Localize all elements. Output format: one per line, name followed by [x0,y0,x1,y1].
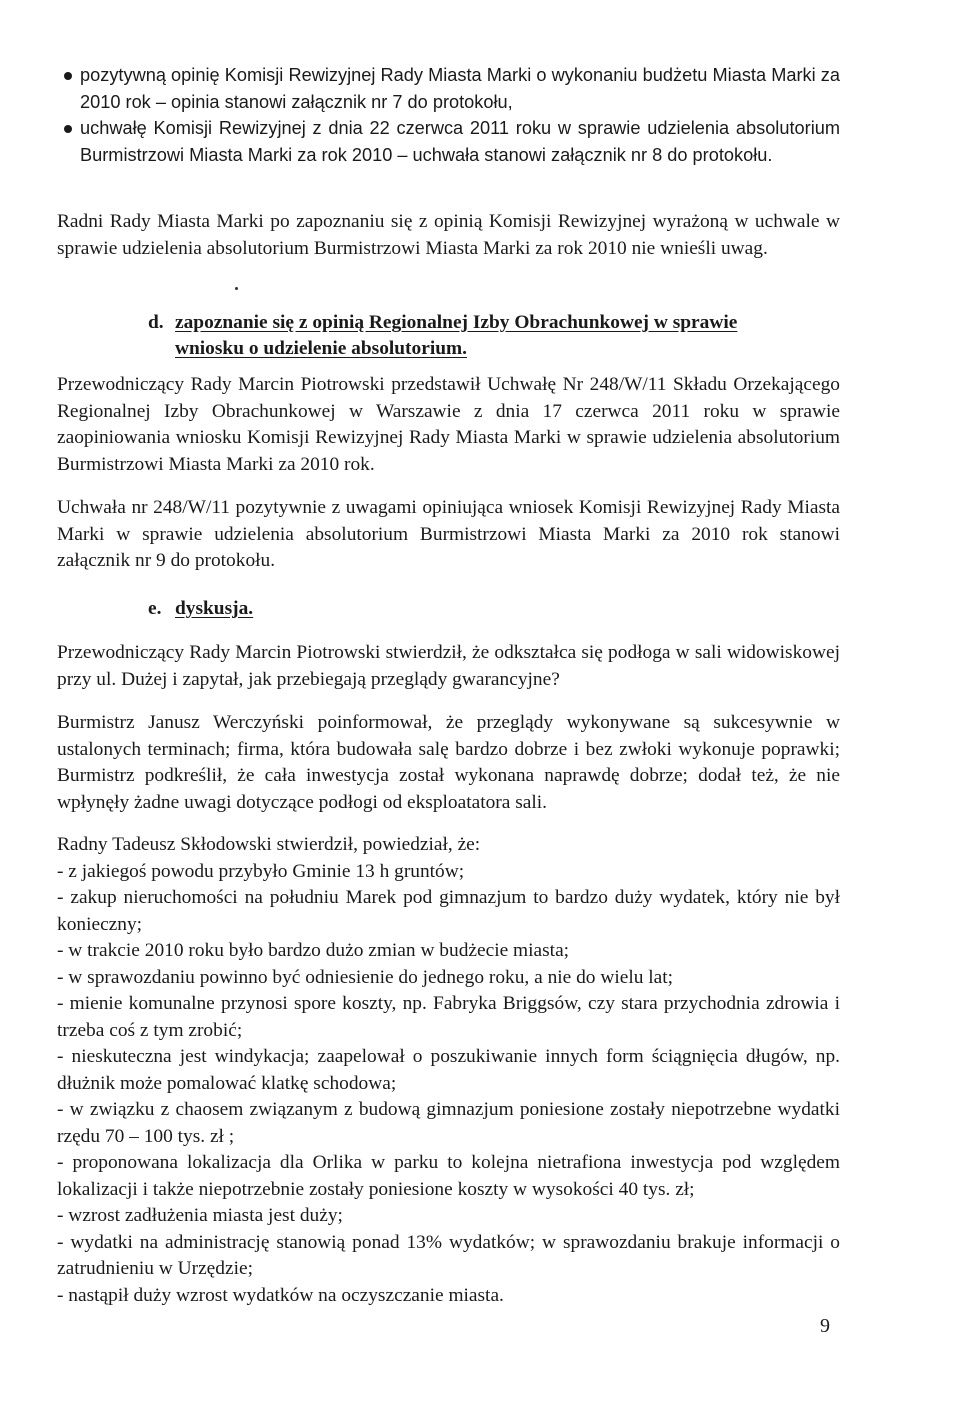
section-d-title-line2: wniosku o udzielenie absolutorium. [175,338,467,359]
paragraph-burmistrz: Burmistrz Janusz Werczyński poinformował, że przeglądy wykonywane są sukcesywnie w ustalonych terminach; firma, która budowała salę bardzo dobrze i bez zwłoki wykonuje poprawki; Burmistrz podkreślił, że cała inwestycja został wykonana naprawdę dobrze; dodał też, że nie wpłynęły żadne uwagi dotyczące podłogi od eksploatatora sali. [57,712,840,813]
list-item: - w trakcie 2010 roku było bardzo dużo zmian w budżecie miasta; [57,940,570,961]
section-e-title [175,596,475,622]
list-item: - mienie komunalne przynosi spore koszty, np. Fabryka Briggsów, czy stara przychodnia zdrowia i trzeba coś z tym zrobić; [57,993,840,1041]
page-number: 9 [820,1315,830,1337]
section-e-letter: e. [148,598,162,619]
bullet-list [60,62,840,168]
list-item: - proponowana lokalizacja dla Orlika w parku to kolejna nietrafiona inwestycja pod względem lokalizacji i także niepotrzebnie zostały poniesione koszty w wysokości 40 tys. zł; [57,1152,840,1200]
sklodowski-intro: Radny Tadeusz Skłodowski stwierdził, powiedział, że: [57,834,481,855]
list-item: - w związku z chaosem związanym z budową gimnazjum poniesione zostały niepotrzebne wydatki rzędu 70 – 100 tys. zł ; [57,1099,840,1147]
section-e-title-text: dyskusja. [175,598,254,619]
list-item: - zakup nieruchomości na południu Marek pod gimnazjum to bardzo duży wydatek, który nie był konieczny; [57,887,840,935]
bullet-dot-icon [64,72,72,80]
paragraph-uchwala: Uchwała nr 248/W/11 pozytywnie z uwagami opiniująca wniosek Komisji Rewizyjnej Rady Miasta Marki w sprawie udzielenia absolutorium Burmistrzowi Miasta Marki za 2010 rok stanowi załącznik nr 9 do protokołu. [57,497,840,571]
bullet-item: uchwałę Komisji Rewizyjnej z dnia 22 czerwca 2011 roku w sprawie udzielenia absolutorium Burmistrzowi Miasta Marki za rok 2010 – uchwała stanowi załącznik nr 8 do protokołu. [60,115,840,168]
list-item: - w sprawozdaniu powinno być odniesienie do jednego roku, a nie do wielu lat; [57,966,674,988]
scan-speck [235,287,238,290]
section-d-title [175,310,865,362]
list-item: - nastąpił duży wzrost wydatków na oczyszczanie miasta. [57,1284,504,1306]
list-item: - z jakiegoś powodu przybyło Gminie 13 h gruntów; [57,860,465,882]
bullet-dot-icon [64,125,72,133]
sklodowski-statement [57,832,840,1309]
list-item: - nieskuteczna jest windykacja; zaapelował o poszukiwanie innych form ściągnięcia długów, np. dłużnik może pomalować klatkę schodowa; [57,1046,840,1094]
list-item: - wzrost zadłużenia miasta jest duży; [57,1205,343,1226]
paragraph-radni: Radni Rady Miasta Marki po zapoznaniu się z opinią Komisji Rewizyjnej wyrażoną w uchwale w sprawie udzielenia absolutorium Burmistrzowi Miasta Marki za rok 2010 nie wnieśli uwag. [57,211,840,259]
paragraph-przewodniczacy-uchwala: Przewodniczący Rady Marcin Piotrowski przedstawił Uchwałę Nr 248/W/11 Składu Orzekającego Regionalnej Izby Obrachunkowej w Warszawie z dnia 17 czerwca 2011 roku w sprawie zaopiniowania wniosku Komisji Rewizyjnej Rady Miasta Marki w sprawie udzielenia absolutorium Burmistrzowi Miasta Marki za 2010 rok. [57,374,840,475]
paragraph-przewodniczacy-podloga: Przewodniczący Rady Marcin Piotrowski stwierdził, że odkształca się podłoga w sali widowiskowej przy ul. Dużej i zapytał, jak przebiegają przeglądy gwarancyjne? [57,642,840,690]
list-item: - wydatki na administrację stanowią ponad 13% wydatków; w sprawozdaniu brakuje informacji o zatrudnieniu w Urzędzie; [57,1231,840,1279]
bullet-item: pozytywną opinię Komisji Rewizyjnej Rady Miasta Marki o wykonaniu budżetu Miasta Marki za 2010 rok – opinia stanowi załącznik nr 7 do protokołu, [60,62,840,115]
section-d-letter: d. [148,312,164,333]
section-d-title-line1: zapoznanie się z opinią Regionalnej Izby Obrachunkowej w sprawie [175,312,738,333]
